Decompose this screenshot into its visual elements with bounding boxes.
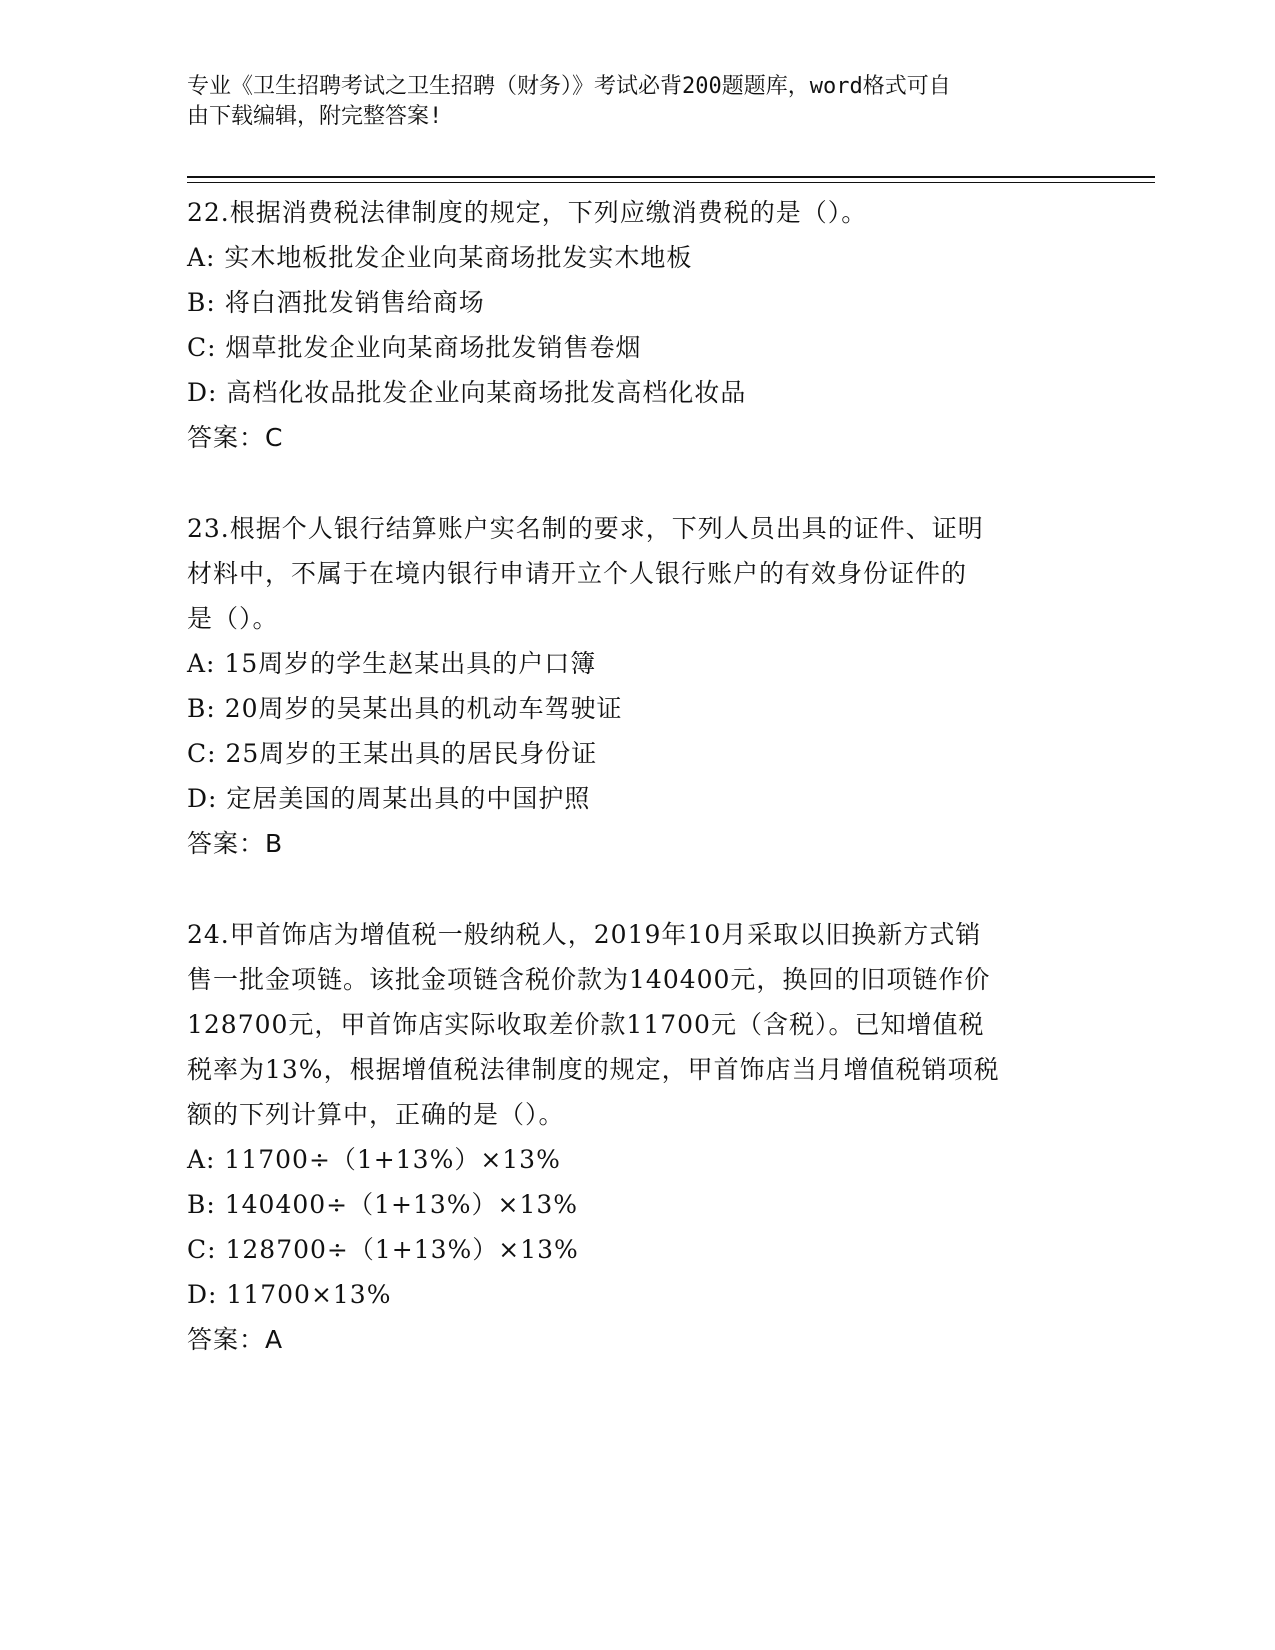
option-d: D: 定居美国的周某出具的中国护照 [187,784,591,813]
option-c: C: 25周岁的王某出具的居民身份证 [187,739,598,768]
question-23 [187,506,1087,866]
option-b: B: 20周岁的吴某出具的机动车驾驶证 [187,694,623,723]
header-divider-thick [187,176,1155,178]
question-text: 128700元，甲首饰店实际收取差价款11700元（含税）。已知增值税 [187,1010,985,1039]
option-d: D: 11700×13% [187,1280,392,1309]
answer: 答案：C [187,423,284,452]
question-text: 23.根据个人银行结算账户实名制的要求，下列人员出具的证件、证明 [187,514,984,543]
option-b: B: 将白酒批发销售给商场 [187,288,485,317]
option-b: B: 140400÷（1+13%）×13% [187,1190,579,1219]
question-text: 22.根据消费税法律制度的规定，下列应缴消费税的是（）。 [187,198,868,227]
header-line-1: 专业《卫生招聘考试之卫生招聘（财务）》考试必背200题题库，word格式可自 [187,74,951,99]
question-text: 额的下列计算中，正确的是（）。 [187,1100,565,1129]
option-a: A: 15周岁的学生赵某出具的户口簿 [187,649,597,678]
question-text: 24.甲首饰店为增值税一般纳税人，2019年10月采取以旧换新方式销 [187,920,982,949]
question-22 [187,190,1087,460]
option-a: A: 实木地板批发企业向某商场批发实木地板 [187,243,693,272]
answer: 答案：A [187,1325,284,1354]
question-text: 税率为13%，根据增值税法律制度的规定，甲首饰店当月增值税销项税 [187,1055,1000,1084]
question-text: 售一批金项链。该批金项链含税价款为140400元，换回的旧项链作价 [187,965,991,994]
option-c: C: 128700÷（1+13%）×13% [187,1235,579,1264]
document-header [187,72,1087,132]
question-text: 是（）。 [187,604,279,633]
option-d: D: 高档化妆品批发企业向某商场批发高档化妆品 [187,378,747,407]
header-line-2: 由下载编辑，附完整答案! [187,104,443,129]
question-24 [187,912,1087,1362]
answer: 答案：B [187,829,284,858]
question-text: 材料中，不属于在境内银行申请开立个人银行账户的有效身份证件的 [187,559,968,588]
question-list [187,190,1087,1362]
option-a: A: 11700÷（1+13%）×13% [187,1145,561,1174]
option-c: C: 烟草批发企业向某商场批发销售卷烟 [187,333,642,362]
header-divider-thin [187,182,1155,183]
